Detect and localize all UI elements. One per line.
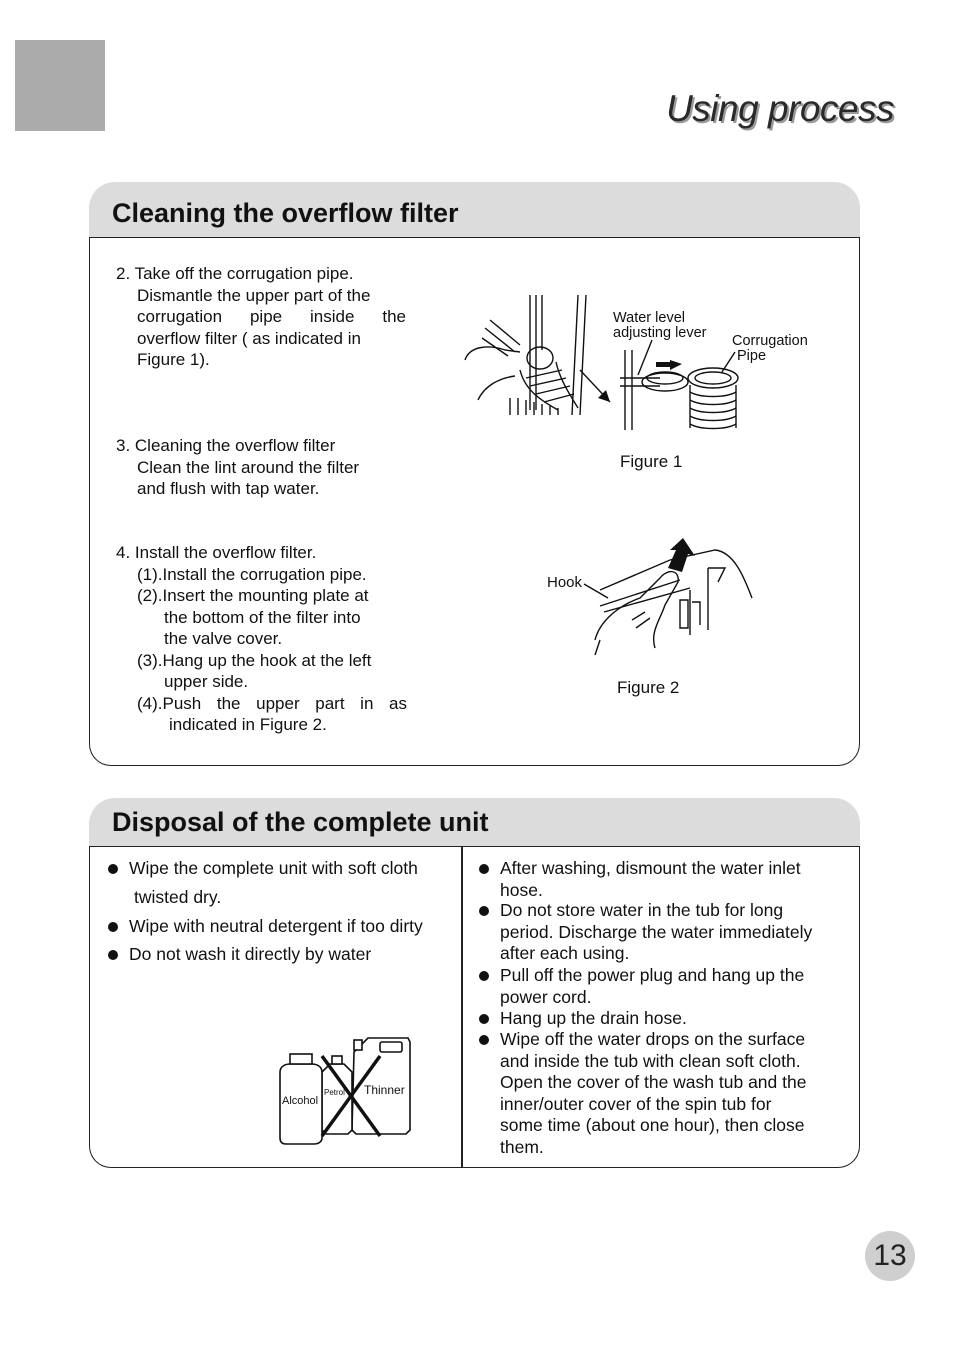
left-bullet-1: Wipe the complete unit with soft cloth twisted dry. <box>129 858 418 908</box>
step-4-line: the valve cover. <box>164 629 283 648</box>
bottles-illustration <box>276 1032 416 1148</box>
step-4-line: (3).Hang up the hook at the left <box>137 650 372 670</box>
right-bullet-2: Do not store water in the tub for long period. Discharge the water immediately after each using. <box>500 900 812 965</box>
cleaning-section-title: Cleaning the overflow filter <box>112 198 459 228</box>
bullet-dot-icon <box>479 864 489 874</box>
step-4-justified-line: (4).Push the upper part in as <box>137 693 407 713</box>
disposal-section-title: Disposal of the complete unit <box>112 807 489 837</box>
step-4-line: the bottom of the filter into <box>164 607 361 627</box>
figure-2-label-hook: Hook <box>547 574 583 591</box>
bullet-dot-icon <box>479 1035 489 1045</box>
bottle-label-petrol: Petrol <box>324 1088 345 1097</box>
page-title: Using process <box>666 88 894 129</box>
left-bullet-2: Wipe with neutral detergent if too dirty <box>129 916 423 938</box>
step-2-line: 2. Take off the corrugation pipe. <box>116 264 354 283</box>
step-4-line: upper side. <box>164 672 249 691</box>
corner-block <box>15 40 105 131</box>
page-number: 13 <box>865 1231 915 1281</box>
step-3-line: and flush with tap water. <box>137 479 320 498</box>
step-4-line: (2).Insert the mounting plate at <box>137 586 369 605</box>
bottle-label-alcohol: Alcohol <box>282 1095 319 1107</box>
step-4-line: 4. Install the overflow filter. <box>116 543 317 562</box>
column-divider <box>461 847 463 1167</box>
figure-1-caption: Figure 1 <box>620 452 683 471</box>
right-bullet-1: After washing, dismount the water inlet hose. <box>500 858 801 901</box>
right-bullet-5: Wipe off the water drops on the surface and inside the tub with clean soft cloth. Open the cover of the wash tub and the inner/outer cover of the spin tub for some time (about one hour), then close them. <box>500 1029 806 1158</box>
bullet-dot-icon <box>479 1014 489 1024</box>
step-2 <box>116 263 406 371</box>
figure-1-label-water-level: Water level adjusting lever <box>613 310 707 341</box>
disposal-section-header <box>89 798 860 847</box>
step-4-line: (1).Install the corrugation pipe. <box>137 564 367 584</box>
step-4 <box>116 542 407 736</box>
right-bullet-3: Pull off the power plug and hang up the power cord. <box>500 965 804 1008</box>
left-bullet-3: Do not wash it directly by water <box>129 944 371 966</box>
cleaning-section-header <box>89 182 860 238</box>
step-4-line: indicated in Figure 2. <box>169 715 327 734</box>
bottle-label-thinner: Thinner <box>364 1083 405 1097</box>
step-3-line: Clean the lint around the filter <box>137 457 360 477</box>
step-2-line: Figure 1). <box>137 350 210 369</box>
step-2-justified-line: corrugation pipe inside the <box>137 307 406 326</box>
bullet-dot-icon <box>108 950 118 960</box>
step-3 <box>116 435 359 500</box>
figure-2-caption: Figure 2 <box>617 678 680 697</box>
bullet-dot-icon <box>479 971 489 981</box>
step-2-line: overflow filter ( as indicated in <box>137 328 361 348</box>
bullet-dot-icon <box>108 922 118 932</box>
right-bullet-4: Hang up the drain hose. <box>500 1008 687 1030</box>
step-3-line: 3. Cleaning the overflow filter <box>116 436 336 455</box>
step-2-line: Dismantle the upper part of the <box>137 285 371 305</box>
bullet-dot-icon <box>479 906 489 916</box>
figure-1-label-corrugation-pipe: Corrugation Pipe <box>732 333 808 364</box>
bullet-dot-icon <box>108 864 118 874</box>
